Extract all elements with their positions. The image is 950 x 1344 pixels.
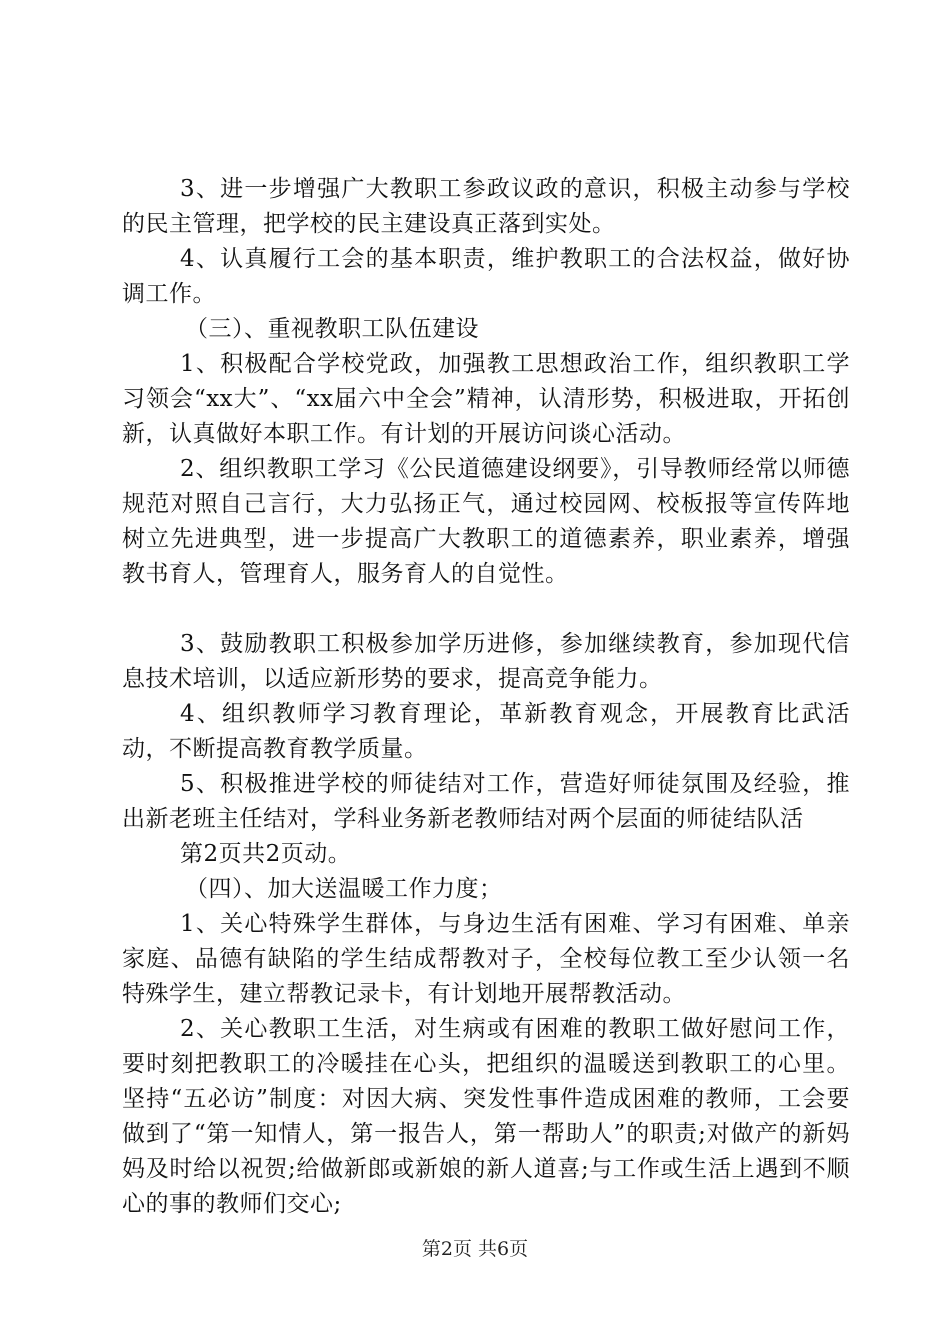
document-body — [122, 172, 850, 1222]
blank-line — [122, 592, 850, 627]
paragraph: 4、认真履行工会的基本职责，维护教职工的合法权益，做好协调工作。 — [122, 246, 850, 307]
paragraph: 3、鼓励教职工积极参加学历进修，参加继续教育，参加现代信息技术培训，以适应新形势的要求，提高竞争能力。 — [122, 631, 850, 692]
section-heading: （三）、重视教职工队伍建设 — [185, 316, 479, 342]
paragraph: 3、进一步增强广大教职工参政议政的意识，积极主动参与学校的民主管理，把学校的民主建设真正落到实处。 — [122, 176, 850, 237]
section-heading: （四）、加大送温暖工作力度； — [185, 876, 503, 902]
paragraph: 2、关心教职工生活，对生病或有困难的教职工做好慰问工作，要时刻把教职工的冷暖挂在心头，把组织的温暖送到教职工的心里。坚持“五必访”制度：对因大病、突发性事件造成困难的教师，工会要做到了“第一知情人，第一报告人，第一帮助人”的职责;对做产的新妈妈及时给以祝贺;给做新郎或新娘的新人道喜;与工作或生活上遇到不顺心的事的教师们交心; — [122, 1016, 850, 1217]
page-footer: 第2页 共6页 — [421, 1238, 529, 1260]
paragraph: 4、组织教师学习教育理论，革新教育观念，开展教育比武活动，不断提高教育教学质量。 — [122, 701, 850, 762]
paragraph: 2、组织教职工学习《公民道德建设纲要》，引导教师经常以师德规范对照自己言行，大力弘扬正气，通过校园网、校板报等宣传阵地树立先进典型，进一步提高广大教职工的道德素养，职业素养，增强教书育人，管理育人，服务育人的自觉性。 — [122, 456, 850, 587]
paragraph: 1、积极配合学校党政，加强教工思想政治工作，组织教职工学习领会“xx大”、“xx届六中全会”精神，认清形势，积极进取，开拓创新，认真做好本职工作。有计划的开展访问谈心活动。 — [122, 351, 850, 447]
paragraph: 5、积极推进学校的师徒结对工作，营造好师徒氛围及经验，推出新老班主任结对，学科业务新老教师结对两个层面的师徒结队活 — [122, 771, 850, 832]
paragraph: 1、关心特殊学生群体，与身边生活有困难、学习有困难、单亲家庭、品德有缺陷的学生结成帮教对子，全校每位教工至少认领一名特殊学生，建立帮教记录卡，有计划地开展帮教活动。 — [122, 911, 850, 1007]
paragraph: 第2页共2页动。 — [180, 841, 352, 867]
